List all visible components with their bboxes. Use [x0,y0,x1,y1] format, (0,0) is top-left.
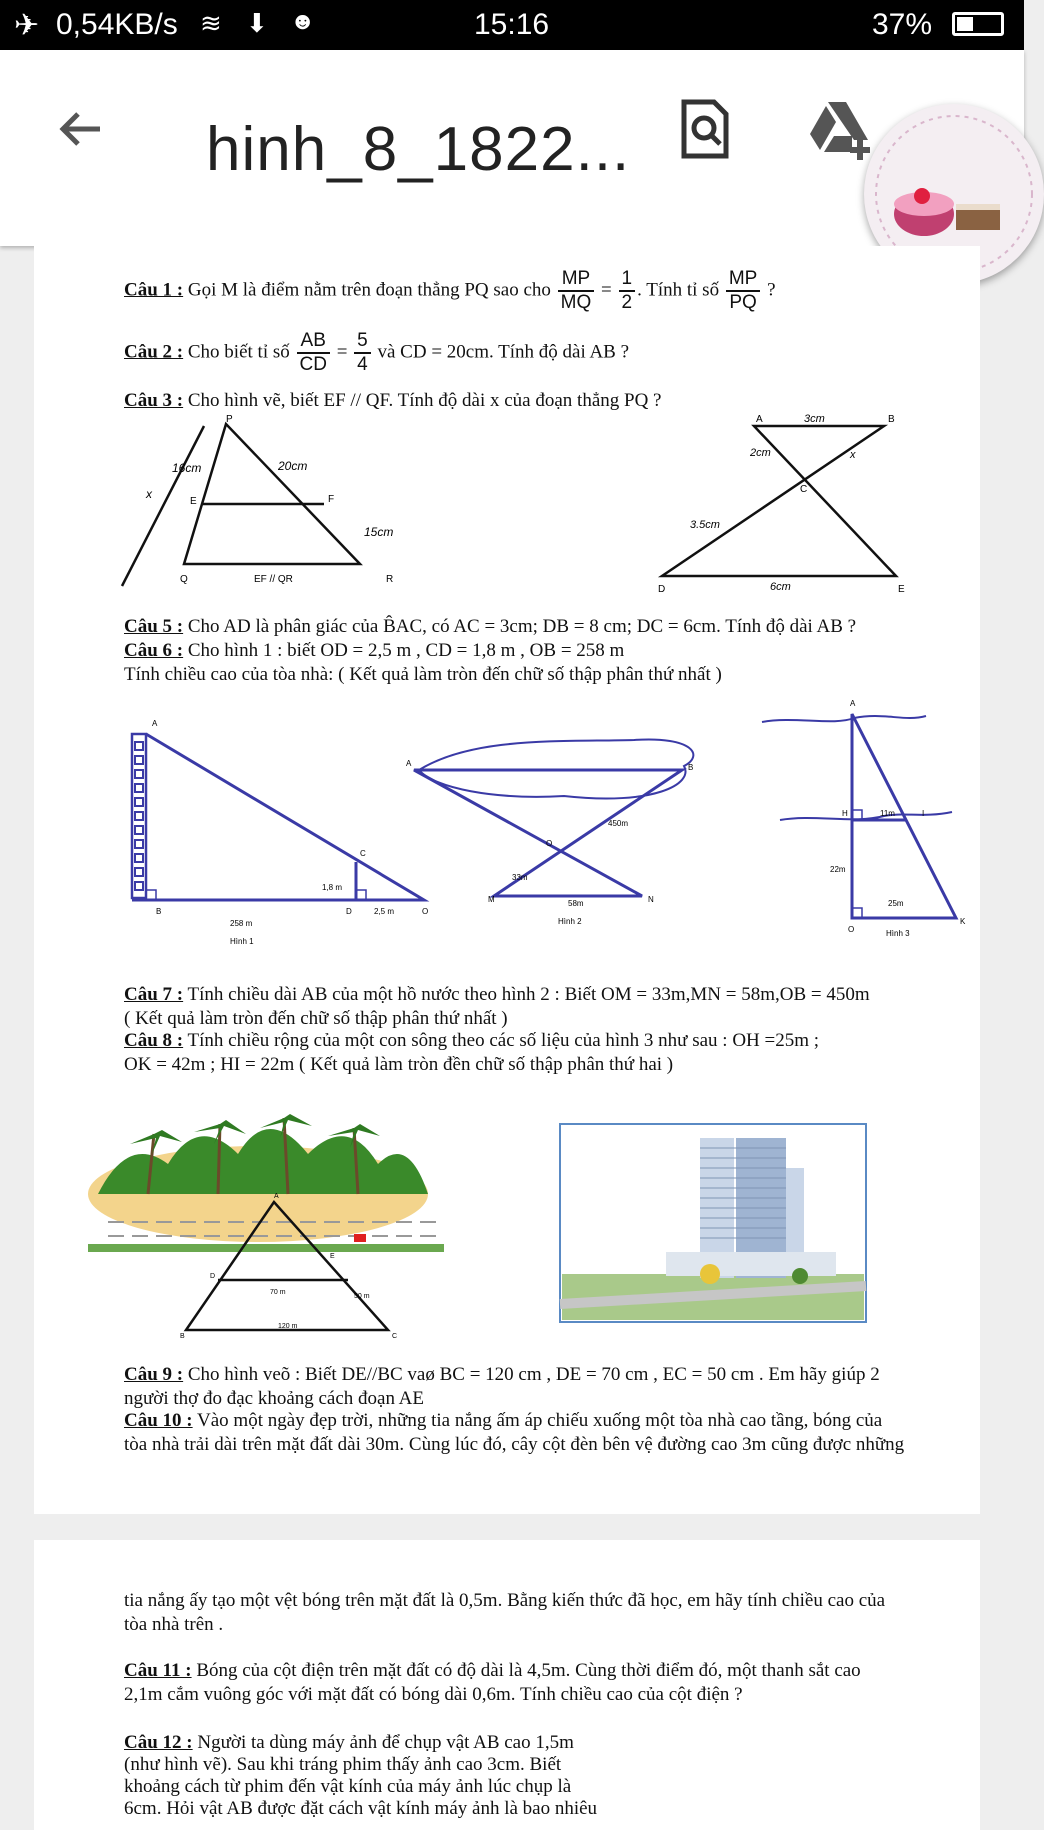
label-c: C [800,484,808,495]
label-q: Q [180,574,188,585]
document-page-2[interactable] [34,1540,980,1830]
svg-text:A: A [152,719,158,728]
label-a: A [756,414,763,425]
battery-level: 37% [872,8,933,41]
svg-text:B: B [156,907,162,916]
svg-text:B: B [688,763,694,772]
svg-text:Hình 2: Hình 2 [558,917,582,926]
file-title: hinh_8_1822... [206,115,631,184]
svg-text:58m: 58m [568,899,584,908]
svg-text:A: A [274,1193,279,1200]
svg-text:O: O [848,925,855,934]
svg-text:33m: 33m [512,873,528,882]
island-river-illustration [88,1094,488,1340]
question-10: Câu 10 : Vào một ngày đẹp trời, những tia nắng ấm áp chiếu xuống một tòa nhà cao tầng, bóng của [124,1410,883,1431]
svg-text:H: H [842,809,848,818]
airplane-icon: ✈ [14,9,40,42]
question-12-line-4: 6cm. Hỏi vật AB được đặt cách vật kính máy ảnh là bao nhiêu [124,1798,598,1819]
label-e2: E [898,584,905,595]
svg-text:22m: 22m [830,865,846,874]
svg-text:C: C [392,1333,398,1340]
question-9: Câu 9 : Cho hình veõ : Biết DE//BC vaø BC = 120 cm , DE = 70 cm , EC = 50 cm . Em hãy giúp 2 [124,1364,880,1385]
svg-text:258 m: 258 m [230,919,253,928]
fraction-1-2: $\frac{1}{2}$ [619,268,636,314]
question-7-line-2: ( Kết quả làm tròn đến chữ số thập phân thứ nhất ) [124,1008,508,1029]
label-3cm: 3cm [804,413,825,425]
label-6cm: 6cm [770,581,791,593]
svg-text:B: B [180,1333,185,1340]
svg-text:Hình 1: Hình 1 [230,937,254,946]
label-d: D [658,584,666,595]
label-x: x [146,487,152,501]
svg-text:450m: 450m [608,819,629,828]
svg-text:M: M [488,895,495,904]
notification-icon: ☻ [290,8,316,35]
svg-text:25m: 25m [888,899,904,908]
figure-hinh-3 [762,699,966,938]
svg-text:A: A [406,759,412,768]
question-3: Câu 3 : Cho hình vẽ, biết EF // QF. Tính độ dài x của đoạn thẳng PQ ? [124,390,662,411]
label-r: R [386,574,394,585]
label-f: F [328,494,335,505]
figure-q3-left [104,416,404,586]
label-15cm: 15cm [364,525,394,539]
building-illustration [560,1124,868,1324]
network-speed: 0,54KB/s [56,8,178,41]
svg-text:A: A [850,699,856,708]
svg-text:120 m: 120 m [278,1323,298,1330]
question-11: Câu 11 : Bóng của cột điện trên mặt đất có độ dài là 4,5m. Cùng thời điểm đó, một thanh sắt cao [124,1660,861,1681]
caption-ef-qr: EF // QR [254,574,293,585]
status-bar [0,0,1024,50]
question-5: Câu 5 : Cho AD là phân giác của B̂AC, có AC = 3cm; DB = 8 cm; DC = 6cm. Tính độ dài AB ? [124,616,857,637]
svg-text:70 m: 70 m [270,1289,286,1296]
svg-text:E: E [330,1253,335,1260]
fraction-mp-pq: $\frac{MP}{PQ}$ [726,268,761,314]
label-16cm: 16cm [172,461,202,475]
svg-text:D: D [210,1273,216,1280]
question-12: Câu 12 : Người ta dùng máy ảnh để chụp vật AB cao 1,5m [124,1732,574,1753]
question-2: Câu 2 : Cho biết tỉ số $\frac{AB}{CD}$ = $\frac{5}{4}$ và CD = 20cm. Tính độ dài AB ? [124,330,630,375]
figure-hinh-1 [132,719,428,946]
svg-text:50 m: 50 m [354,1293,370,1300]
svg-text:C: C [360,849,366,858]
question-8-line-2: OK = 42m ; HI = 22m ( Kết quả làm tròn đền chữ số thập phân thứ hai ) [124,1054,674,1075]
svg-text:O: O [422,907,429,916]
label-b: B [888,414,895,425]
label-3-5cm: 3.5cm [690,519,720,531]
figure-hinh-2 [406,739,693,926]
wifi-icon: ≋ [200,8,222,38]
search-document-icon[interactable] [680,98,730,160]
label-p: P [226,414,233,425]
svg-text:O: O [546,839,553,848]
question-6-line-2: Tính chiều cao của tòa nhà: ( Kết quả làm tròn đến chữ số thập phân thứ nhất ) [124,664,722,685]
clock: 15:16 [474,8,550,41]
question-8: Câu 8 : Tính chiều rộng của một con sông theo các số liệu của hình 3 như sau : OH =25m ; [124,1030,820,1051]
label-x2: x [850,449,856,461]
question-9-line-2: người thợ đo đạc khoảng cách đoạn AE [124,1388,425,1409]
question-12-line-2: (như hình vẽ). Sau khi tráng phim thấy ảnh cao 3cm. Biết [124,1754,562,1775]
svg-text:I: I [922,809,925,818]
download-icon: ⬇ [246,8,268,38]
q1-label: Câu 1 : [124,279,184,301]
fraction-ab-cd: $\frac{AB}{CD}$ [297,330,330,376]
label-e: E [190,496,197,507]
svg-text:2,5 m: 2,5 m [374,907,395,916]
question-10-line-2: tòa nhà trải dài trên mặt đất dài 30m. Cùng lúc đó, cây cột đèn bên vệ đường cao 3m cũng được những [124,1434,905,1455]
fraction-mp-mq: $\frac{MP}{MQ}$ [558,268,595,314]
svg-text:Hình 3: Hình 3 [886,929,910,938]
figure-q3-right [614,412,914,595]
svg-text:N: N [648,895,654,904]
svg-text:1,8 m: 1,8 m [322,883,343,892]
svg-text:K: K [960,917,966,926]
svg-text:D: D [346,907,352,916]
question-12-line-3: khoảng cách từ phim đến vật kính của máy ảnh lúc chụp là [124,1776,572,1797]
question-7: Câu 7 : Tính chiều dài AB của một hồ nước theo hình 2 : Biết OM = 33m,MN = 58m,OB = 450m [124,984,870,1005]
back-arrow-icon[interactable] [56,104,106,154]
label-20cm: 20cm [278,459,308,473]
svg-text:11m: 11m [880,809,895,818]
question-1: Câu 1 : Gọi M là điểm nằm trên đoạn thẳng PQ sao cho $\frac{MP}{MQ}$ = $\frac{1}{2}$ . Tính tỉ số $\frac{MP}{PQ}$ ? [124,268,776,313]
battery-icon [952,12,1004,36]
question-10-line-4: tòa nhà trên . [124,1614,224,1635]
question-10-line-3: tia nắng ấy tạo một vệt bóng trên mặt đất là 0,5m. Bằng kiến thức đã học, em hãy tính chiều cao của [124,1590,886,1611]
question-6: Câu 6 : Cho hình 1 : biết OD = 2,5 m , CD = 1,8 m , OB = 258 m [124,640,625,661]
document-page-1[interactable] [34,246,980,1514]
fraction-5-4: $\frac{5}{4}$ [354,330,371,376]
label-2cm: 2cm [750,447,771,459]
add-to-drive-icon[interactable] [808,100,872,160]
question-11-line-2: 2,1m cắm vuông góc với mặt đất có bóng dài 0,6m. Tính chiều cao của cột điện ? [124,1684,743,1705]
